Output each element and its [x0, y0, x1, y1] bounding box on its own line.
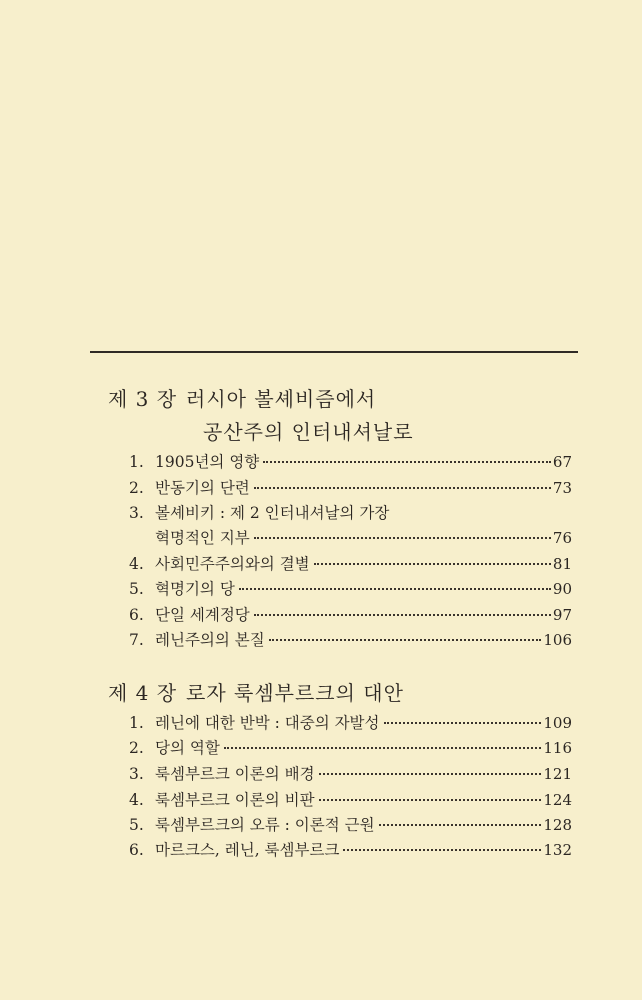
dot-leader — [314, 563, 551, 565]
chapter-4-number: 제 4 장 — [108, 681, 178, 705]
entry-number: 5. — [129, 580, 144, 598]
entry-number: 2. — [129, 739, 144, 757]
entry-number: 6. — [129, 841, 144, 859]
entry-title: 룩셈부르크의 오류 : 이론적 근원 — [155, 816, 375, 834]
entry-title: 레닌에 대한 반박 : 대중의 자발성 — [155, 714, 380, 732]
entry-title: 룩셈부르크 이론의 배경 — [155, 765, 315, 783]
entry-page: 106 — [543, 631, 572, 649]
entry-title: 반동기의 단련 — [155, 479, 250, 497]
toc-entry[interactable] — [129, 476, 572, 500]
dot-leader — [224, 747, 542, 749]
dot-leader — [384, 722, 542, 724]
entry-number: 4. — [129, 791, 144, 809]
entry-title: 사회민주주의와의 결별 — [155, 555, 310, 573]
toc-entry[interactable] — [129, 762, 572, 786]
entry-number: 4. — [129, 555, 144, 573]
chapter-3-title-line2: 공산주의 인터내셔날로 — [203, 420, 414, 444]
dot-leader — [254, 614, 551, 616]
entry-title: 마르크스, 레닌, 룩셈부르크 — [155, 841, 340, 859]
entry-number: 1. — [129, 714, 144, 732]
entry-page: 67 — [552, 453, 572, 471]
entry-title: 당의 역할 — [155, 739, 220, 757]
chapter-3-title-line1: 러시아 볼셰비즘에서 — [186, 387, 377, 411]
entry-title: 룩셈부르크 이론의 비판 — [155, 791, 315, 809]
entry-number: 2. — [129, 479, 144, 497]
dot-leader — [343, 849, 541, 851]
entry-title: 1905년의 영향 — [155, 453, 260, 471]
toc-entry[interactable] — [129, 628, 572, 652]
entry-page: 76 — [552, 529, 572, 547]
toc-entry[interactable] — [129, 603, 572, 627]
horizontal-rule — [90, 351, 578, 353]
entry-page: 81 — [552, 555, 572, 573]
entry-number: 7. — [129, 631, 144, 649]
entry-page: 128 — [543, 816, 572, 834]
dot-leader — [269, 639, 542, 641]
entry-number: 3. — [129, 765, 144, 783]
entry-title: 혁명기의 당 — [155, 580, 235, 598]
dot-leader — [254, 537, 551, 539]
toc-entry[interactable] — [129, 788, 572, 812]
dot-leader — [239, 588, 551, 590]
dot-leader — [319, 799, 542, 801]
toc-entry[interactable] — [129, 838, 572, 862]
entry-page: 97 — [552, 606, 572, 624]
dot-leader — [319, 773, 542, 775]
toc-entry[interactable] — [129, 736, 572, 760]
dot-leader — [263, 461, 551, 463]
toc-entry[interactable] — [129, 450, 572, 474]
entry-page: 73 — [552, 479, 572, 497]
entry-number: 3. — [129, 504, 144, 522]
toc-entry[interactable] — [129, 552, 572, 576]
entry-page: 124 — [543, 791, 572, 809]
toc-entry[interactable] — [129, 577, 572, 601]
toc-entry-continuation[interactable] — [155, 526, 572, 550]
chapter-3-heading — [108, 383, 376, 412]
chapter-3-number: 제 3 장 — [108, 387, 178, 411]
dot-leader — [254, 487, 551, 489]
entry-page: 109 — [543, 714, 572, 732]
chapter-4-title: 로자 룩셈부르크의 대안 — [186, 681, 404, 705]
entry-number: 1. — [129, 453, 144, 471]
entry-title: 레닌주의의 본질 — [155, 631, 265, 649]
entry-title-continuation: 혁명적인 지부 — [155, 529, 250, 547]
entry-title: 볼셰비키 : 제 2 인터내셔날의 가장 — [155, 504, 390, 522]
dot-leader — [379, 824, 542, 826]
entry-page: 132 — [543, 841, 572, 859]
entry-number: 6. — [129, 606, 144, 624]
entry-number: 5. — [129, 816, 144, 834]
entry-page: 90 — [552, 580, 572, 598]
entry-page: 116 — [543, 739, 572, 757]
toc-entry[interactable] — [129, 711, 572, 735]
toc-entry[interactable] — [129, 813, 572, 837]
entry-page: 121 — [543, 765, 572, 783]
chapter-4-heading — [108, 677, 404, 706]
entry-title: 단일 세계정당 — [155, 606, 250, 624]
toc-entry[interactable] — [129, 501, 572, 525]
